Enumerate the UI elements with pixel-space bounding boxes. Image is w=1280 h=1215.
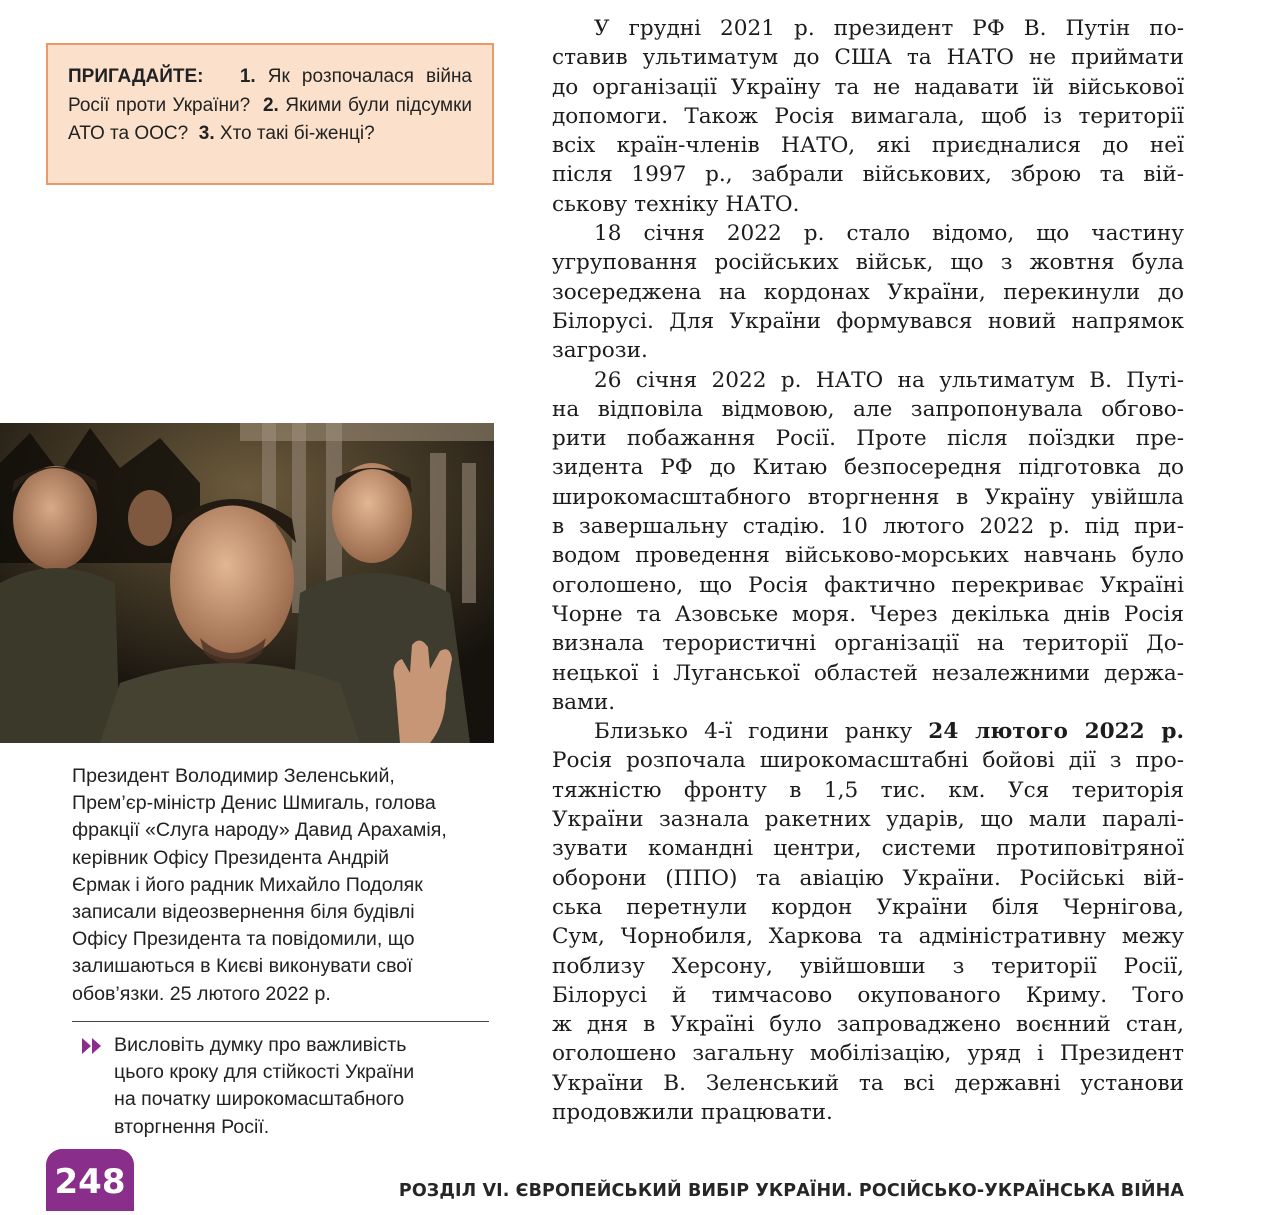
highlighted-date: 24 лютого 2022 р. (928, 719, 1185, 745)
text-run: Близько 4-ї години ранку (594, 719, 929, 745)
text-line: ж дня в Україні було запроваджено воєнний стан, (552, 1012, 1184, 1038)
task-line: цього кроку для стійкості України (114, 1061, 415, 1084)
remind-box (46, 43, 494, 185)
remind-q1-text-2: Росії проти України? (68, 94, 251, 116)
task-line: Висловіть думку про важливість (114, 1034, 407, 1056)
caption-line: залишаються в Києві виконувати свої (72, 955, 413, 978)
remind-q2-text-1: Якими були (285, 94, 390, 116)
text-line: Росія розпочала широкомасштабні бойові дії з про- (552, 748, 1184, 774)
text-line: вами. (552, 689, 616, 715)
caption-line: записали відеозвернення біля будівлі (72, 901, 415, 924)
task-text (114, 1032, 494, 1141)
remind-q2-text-2: підсумки АТО та ООС? (68, 94, 472, 144)
text-line: ставив ультиматум до США та НАТО не приймати (552, 45, 1184, 71)
text-line: допомоги. Також Росія вимагала, щоб із території (552, 103, 1184, 129)
remind-q2-number: 2. (262, 94, 279, 116)
text-line: водом проведення військово-морських навчань було (552, 543, 1184, 569)
page-number-badge: 248 (46, 1149, 134, 1211)
text-line: в завершальну стадію. 10 лютого 2022 р. під при- (552, 514, 1184, 540)
caption-line: Президент Володимир Зеленський, (72, 765, 395, 787)
text-line: Білорусі й тимчасово окупованого Криму. Того (552, 982, 1184, 1008)
paragraph (552, 219, 1184, 365)
caption-line: Єрмак і його радник Михайло Подоляк (72, 873, 423, 896)
main-text-column (552, 14, 1184, 1127)
text-line: поблизу Херсону, увійшовши з території Росії, (552, 953, 1184, 979)
section-title: РОЗДІЛ VI. ЄВРОПЕЙСЬКИЙ ВИБІР УКРАЇНИ. РОСІЙСЬКО-УКРАЇНСЬКА ВІЙНА (398, 1181, 1184, 1201)
text-line: Білорусі. Для України формувався новий напрямок (552, 308, 1184, 334)
caption-line: Офісу Президента та повідомили, що (72, 928, 415, 951)
text-line: зосереджена на кордонах України, перекинули до (552, 279, 1184, 305)
text-line: 18 січня 2022 р. стало відомо, що частину (594, 221, 1184, 247)
text-line: України зазнала ракетних ударів, що мали паралі- (552, 807, 1184, 833)
text-line: Чорне та Азовське моря. Через декілька днів Росія (552, 601, 1184, 627)
text-line: визнала терористичні організації на території До- (552, 631, 1184, 657)
text-line: продовжили працювати. (552, 1099, 833, 1125)
text-line: оголошено, що Росія фактично перекриває Україні (552, 572, 1184, 598)
text-line: 26 січня 2022 р. НАТО на ультиматум В. Путі- (594, 367, 1184, 393)
paragraph (552, 366, 1184, 718)
text-line: широкомасштабного вторгнення в Україну увійшла (552, 484, 1184, 510)
double-chevron-right-icon (80, 1036, 104, 1056)
remind-q3-text-1: Хто такі бі- (219, 123, 316, 144)
text-line: ськову техніку НАТО. (552, 191, 800, 217)
text-line: всіх країн-членів НАТО, які приєдналися до неї (552, 133, 1184, 159)
remind-q1-text-1: Як розпочалася війна (267, 66, 472, 87)
text-line: до організації Україну та не надавати їй військової (552, 74, 1184, 100)
paragraph (552, 717, 1184, 1127)
photo-caption (72, 763, 484, 1008)
text-line: після 1997 р., забрали військових, зброю та вій- (552, 162, 1184, 188)
text-line: тяжністю фронту в 1,5 тис. км. Уся територія (552, 777, 1184, 803)
caption-line: керівник Офісу Президента Андрій (72, 846, 390, 869)
remind-label: ПРИГАДАЙТЕ: (68, 66, 204, 87)
task-line: вторгнення Росії. (114, 1115, 270, 1138)
caption-line: Прем’єр-міністр Денис Шмигаль, голова (72, 792, 436, 815)
text-line: України В. Зеленський та всі державні установи (552, 1070, 1184, 1096)
text-line: У грудні 2021 р. президент РФ В. Путін по- (594, 16, 1184, 41)
photo-illustration (0, 423, 494, 743)
paragraph (552, 14, 1184, 219)
text-line: на відповіла відмовою, але запропонувала обгово- (552, 396, 1184, 422)
remind-q3-text-2: женці? (315, 123, 375, 144)
task-line: на початку широкомасштабного (114, 1088, 405, 1111)
text-line: рити побажання Росії. Проте після поїздки пре- (552, 426, 1184, 452)
caption-line: обов’язки. 25 лютого 2022 р. (72, 982, 331, 1005)
text-line: угруповання російських військ, що з жовтня була (552, 250, 1184, 276)
photo-officials-video-address (0, 423, 494, 743)
caption-line: фракції «Слуга народу» Давид Арахамія, (72, 819, 447, 842)
text-line: оборони (ППО) та авіацію України. Російські вій- (552, 865, 1184, 891)
caption-divider (72, 1021, 489, 1022)
remind-q3-number: 3. (198, 123, 215, 144)
text-line (552, 717, 1184, 746)
text-line: зувати командні центри, системи протиповітряної (552, 836, 1184, 862)
remind-q1-number: 1. (239, 66, 256, 87)
text-line: нецької і Луганської областей незалежними держа- (552, 660, 1184, 686)
text-line: зидента РФ до Китаю безпосередня підготовка до (552, 455, 1184, 481)
text-line: Сум, Чорнобиля, Харкова та адміністративну межу (552, 924, 1184, 950)
text-line: загрози. (552, 338, 648, 364)
text-line: оголошено загальну мобілізацію, уряд і Президент (552, 1041, 1184, 1067)
text-line: ська перетнули кордон України біля Чернігова, (552, 894, 1184, 920)
